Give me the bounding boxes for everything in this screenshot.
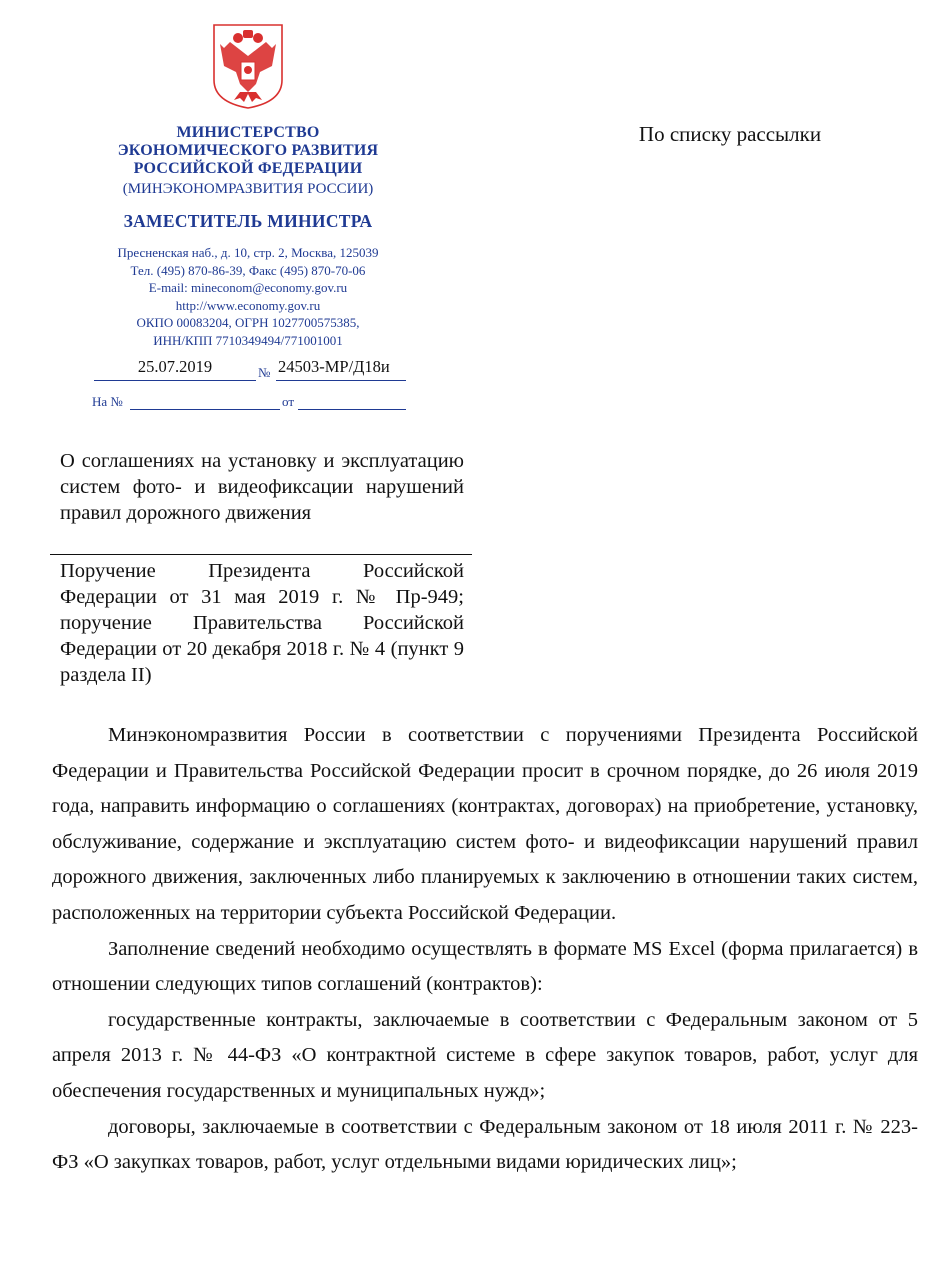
subject-divider	[50, 554, 472, 555]
letterhead	[70, 124, 426, 349]
reply-number-line	[130, 409, 280, 410]
contact-phone: Тел. (495) 870-86-39, Факс (495) 870-70-06	[130, 262, 366, 278]
reply-date-label: от	[282, 394, 295, 409]
ministry-short-name: (МИНЭКОНОМРАЗВИТИЯ РОССИИ)	[122, 181, 374, 197]
contact-inn: ИНН/КПП 7710349494/771001001	[153, 332, 343, 348]
reply-date-line	[298, 409, 406, 410]
reply-number-label: На №	[92, 394, 123, 409]
body-paragraph: договоры, заключаемые в соответствии с Федеральным законом от 18 июля 2011 г. № 223-ФЗ «О закупках товаров, работ, услуг отдельными видами юридических лиц»;	[52, 1115, 918, 1174]
ministry-name-line: ЭКОНОМИЧЕСКОГО РАЗВИТИЯ	[117, 142, 379, 159]
body-paragraph: Заполнение сведений необходимо осуществлять в формате MS Excel (форма прилагается) в отношении следующих типов соглашений (контрактов):	[52, 937, 918, 996]
contact-okpo: ОКПО 00083204, ОГРН 1027700575385,	[136, 315, 360, 330]
position-title: ЗАМЕСТИТЕЛЬ МИНИСТРА	[123, 211, 373, 231]
body-paragraph: Минэкономразвития России в соответствии с поручениями Президента Российской Федерации и Правительства Российской Федерации просит в срочном порядке, до 26 июля 2019 года, направить информацию о соглашениях (контрактах, договорах) на приобретение, установку, обслуживание, содержание и эксплуатацию систем фото- и видеофиксации нарушений правил дорожного движения, заключенных либо планируемых к заключению в отношении таких систем, расположенных на территории субъекта Российской Федерации.	[52, 724, 918, 924]
contact-block	[70, 244, 426, 349]
date-number-row	[94, 356, 404, 382]
letter-date: 25.07.2019	[94, 356, 256, 381]
coat-of-arms-icon	[210, 22, 286, 110]
reply-reference-row	[92, 394, 406, 412]
letter-body	[52, 718, 918, 1181]
number-label: №	[258, 365, 271, 380]
ministry-name-line: РОССИЙСКОЙ ФЕДЕРАЦИИ	[133, 160, 363, 177]
basis: Поручение Президента Российской Федерации от 31 мая 2019 г. № Пр-949; поручение Правительства Российской Федерации от 20 декабря 2018 г. № 4 (пункт 9 раздела II)	[60, 560, 464, 686]
letter-number: 24503-МР/Д18и	[276, 356, 406, 381]
body-paragraph: государственные контракты, заключаемые в соответствии с Федеральным законом от 5 апреля 2013 г. № 44-ФЗ «О контрактной системе в сфере закупок товаров, работ, услуг для обеспечения государственных и муниципальных нужд»;	[52, 1008, 918, 1102]
contact-address: Пресненская наб., д. 10, стр. 2, Москва, 125039	[117, 245, 379, 260]
subject: О соглашениях на установку и эксплуатацию систем фото- и видеофиксации нарушений правил дорожного движения	[60, 450, 464, 524]
ministry-name-line: МИНИСТЕРСТВО	[176, 124, 320, 141]
recipient: По списку рассылки	[638, 122, 822, 146]
contact-email: E-mail: mineconom@economy.gov.ru	[148, 280, 348, 295]
contact-website: http://www.economy.gov.ru	[175, 297, 321, 313]
